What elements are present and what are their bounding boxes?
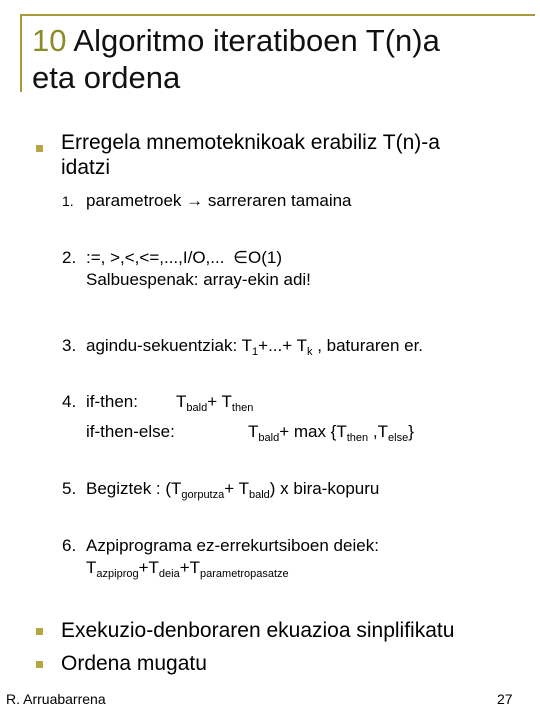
- item-5-b: + T: [224, 479, 249, 498]
- item-4-close: }: [408, 422, 414, 441]
- item-1-text: [86, 190, 352, 212]
- item-4-sub-bald-2: bald: [258, 432, 280, 444]
- bullet-3-text: Ordena mugatu: [61, 652, 207, 675]
- item-4-if-then-formula: [176, 391, 253, 413]
- item-6-line1: Azpiprograma ez-errekurtsiboen deiek:: [86, 536, 379, 555]
- item-4-plus2: + max {T: [279, 422, 347, 441]
- item-4: [62, 391, 76, 413]
- title-number: 10: [32, 23, 67, 58]
- item-2-text: [86, 247, 311, 291]
- title-line1: Algoritmo iteratiboen T(n)a: [66, 23, 440, 58]
- item-4-plus1: + T: [207, 392, 232, 411]
- frame-left-line: [20, 14, 22, 92]
- slide-title: [32, 22, 532, 96]
- element-of-icon: ∈: [233, 248, 248, 267]
- item-3-c: , baturaren er.: [312, 336, 424, 355]
- item-4-sub-else: else: [388, 432, 409, 444]
- item-2: [62, 247, 76, 269]
- item-1-a: parametroek: [86, 191, 187, 210]
- item-4-number: 4.: [62, 392, 77, 411]
- item-3: [62, 335, 76, 357]
- bullet-1-line2: idatzi: [61, 156, 111, 179]
- item-5-c: ) x bira-kopuru: [269, 479, 380, 498]
- item-2-order: O(1): [247, 248, 282, 267]
- item-3-b: +...+ T: [258, 336, 307, 355]
- item-5-number: 5.: [62, 479, 77, 498]
- item-4-if-then-else-formula: [248, 421, 414, 443]
- item-4-sub-bald: bald: [186, 402, 208, 414]
- item-3-text: [86, 335, 423, 357]
- item-2-number: 2.: [62, 248, 77, 267]
- bullet-1-line1: Erregela mnemoteknikoak erabiliz T(n)-a: [61, 131, 440, 154]
- item-6-number: 6.: [62, 536, 77, 555]
- item-1: [62, 190, 74, 212]
- item-5-sub-bald: bald: [248, 489, 270, 501]
- item-4-sub-then: then: [231, 402, 254, 414]
- page-number: 27: [497, 691, 513, 707]
- item-4-sub-then-2: then: [346, 432, 369, 444]
- frame-top-line: [20, 14, 535, 16]
- bullet-2-text: Exekuzio-denboraren ekuazioa sinplifikatu: [61, 619, 455, 642]
- item-6-t2: +T: [138, 558, 159, 577]
- arrow-right-icon: →: [186, 191, 204, 210]
- item-2-ops: :=, >,<,<=,...,I/O,...: [86, 248, 225, 267]
- item-6: [62, 535, 76, 557]
- item-5-a: Begiztek : (T: [86, 479, 182, 498]
- bullet-1-text: [61, 130, 440, 180]
- item-2-line2: Salbuespenak: array-ekin adi!: [86, 270, 311, 289]
- item-4-if-then-label: if-then:: [86, 392, 138, 411]
- item-1-b: sarreraren tamaina: [203, 191, 352, 210]
- item-4-if-then-else-label: if-then-else:: [86, 422, 175, 441]
- item-5: [62, 478, 76, 500]
- item-1-number: 1.: [62, 193, 74, 209]
- item-4-comma: ,T: [368, 422, 389, 441]
- item-6-line2: [86, 557, 379, 579]
- item-6-t1: T: [86, 558, 97, 577]
- item-6-sub-param: parametropasatze: [200, 568, 289, 580]
- item-5-sub-gorputza: gorputza: [181, 489, 225, 501]
- square-bullet-icon: [36, 661, 43, 668]
- square-bullet-icon: [36, 628, 43, 635]
- item-4-t1: T: [176, 392, 187, 411]
- footer-author: R. Arruabarrena: [6, 691, 106, 707]
- square-bullet-icon: [36, 145, 43, 152]
- item-5-text: [86, 478, 379, 500]
- item-3-number: 3.: [62, 336, 77, 355]
- title-line2: eta ordena: [32, 60, 181, 95]
- item-6-t3: +T: [179, 558, 201, 577]
- item-4-t2: T: [248, 422, 259, 441]
- item-3-sub-1: 1: [252, 346, 259, 358]
- item-3-a: agindu-sekuentziak: T: [86, 336, 253, 355]
- item-6-text: [86, 535, 379, 579]
- item-6-sub-deia: deia: [158, 568, 180, 580]
- item-3-sub-k: k: [306, 346, 313, 358]
- item-6-sub-azpiprog: azpiprog: [96, 568, 139, 580]
